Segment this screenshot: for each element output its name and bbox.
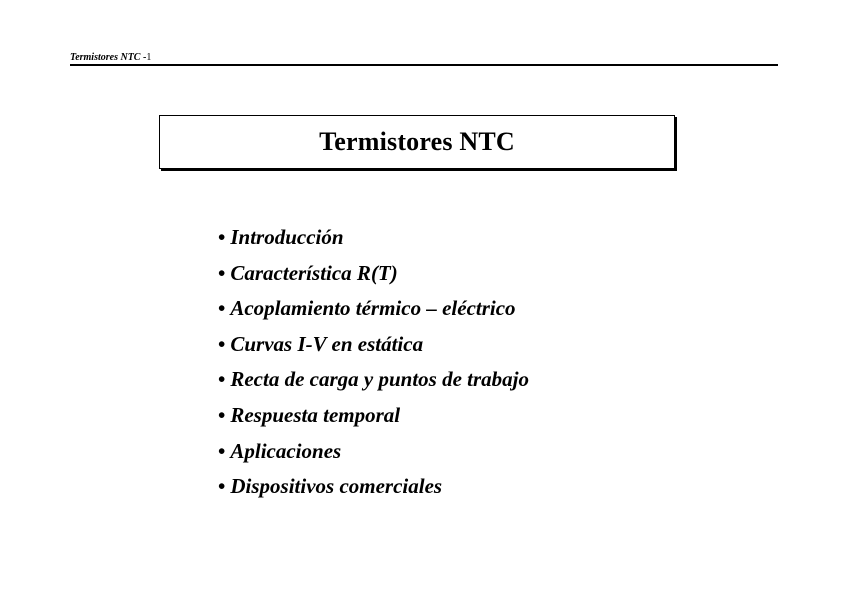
- topic-label: Introducción: [230, 225, 344, 249]
- slide-title-box: [159, 115, 675, 169]
- running-header-title: Termistores NTC: [70, 52, 141, 63]
- bullet-icon: •: [218, 331, 226, 356]
- topic-label: Respuesta temporal: [230, 402, 401, 427]
- topic-item: [218, 398, 529, 434]
- topic-label: Acoplamiento térmico – eléctrico: [230, 296, 516, 321]
- running-header: [70, 52, 151, 64]
- page-number: 1: [146, 52, 152, 63]
- topic-label: Dispositivos comerciales: [230, 474, 443, 499]
- header-rule: [70, 64, 778, 66]
- bullet-icon: •: [218, 296, 226, 321]
- topic-item: [218, 469, 529, 505]
- topic-item: [218, 220, 529, 256]
- topic-label: Curvas I-V en estática: [230, 331, 424, 356]
- topic-item: [218, 362, 529, 398]
- topic-item: [218, 434, 529, 470]
- bullet-icon: •: [218, 367, 226, 392]
- bullet-icon: •: [218, 260, 226, 285]
- bullet-icon: •: [218, 474, 226, 499]
- topic-item: [218, 291, 529, 327]
- running-header-separator: -: [142, 52, 147, 63]
- topic-list: [218, 220, 529, 505]
- topic-label: Característica R(T): [230, 260, 398, 285]
- topic-label: Aplicaciones: [230, 438, 342, 463]
- bullet-icon: •: [218, 438, 226, 463]
- slide-title: Termistores NTC: [319, 127, 515, 156]
- bullet-icon: •: [218, 402, 226, 427]
- bullet-icon: •: [218, 225, 226, 249]
- topic-item: [218, 327, 529, 363]
- topic-item: [218, 256, 529, 292]
- topic-label: Recta de carga y puntos de trabajo: [230, 367, 530, 392]
